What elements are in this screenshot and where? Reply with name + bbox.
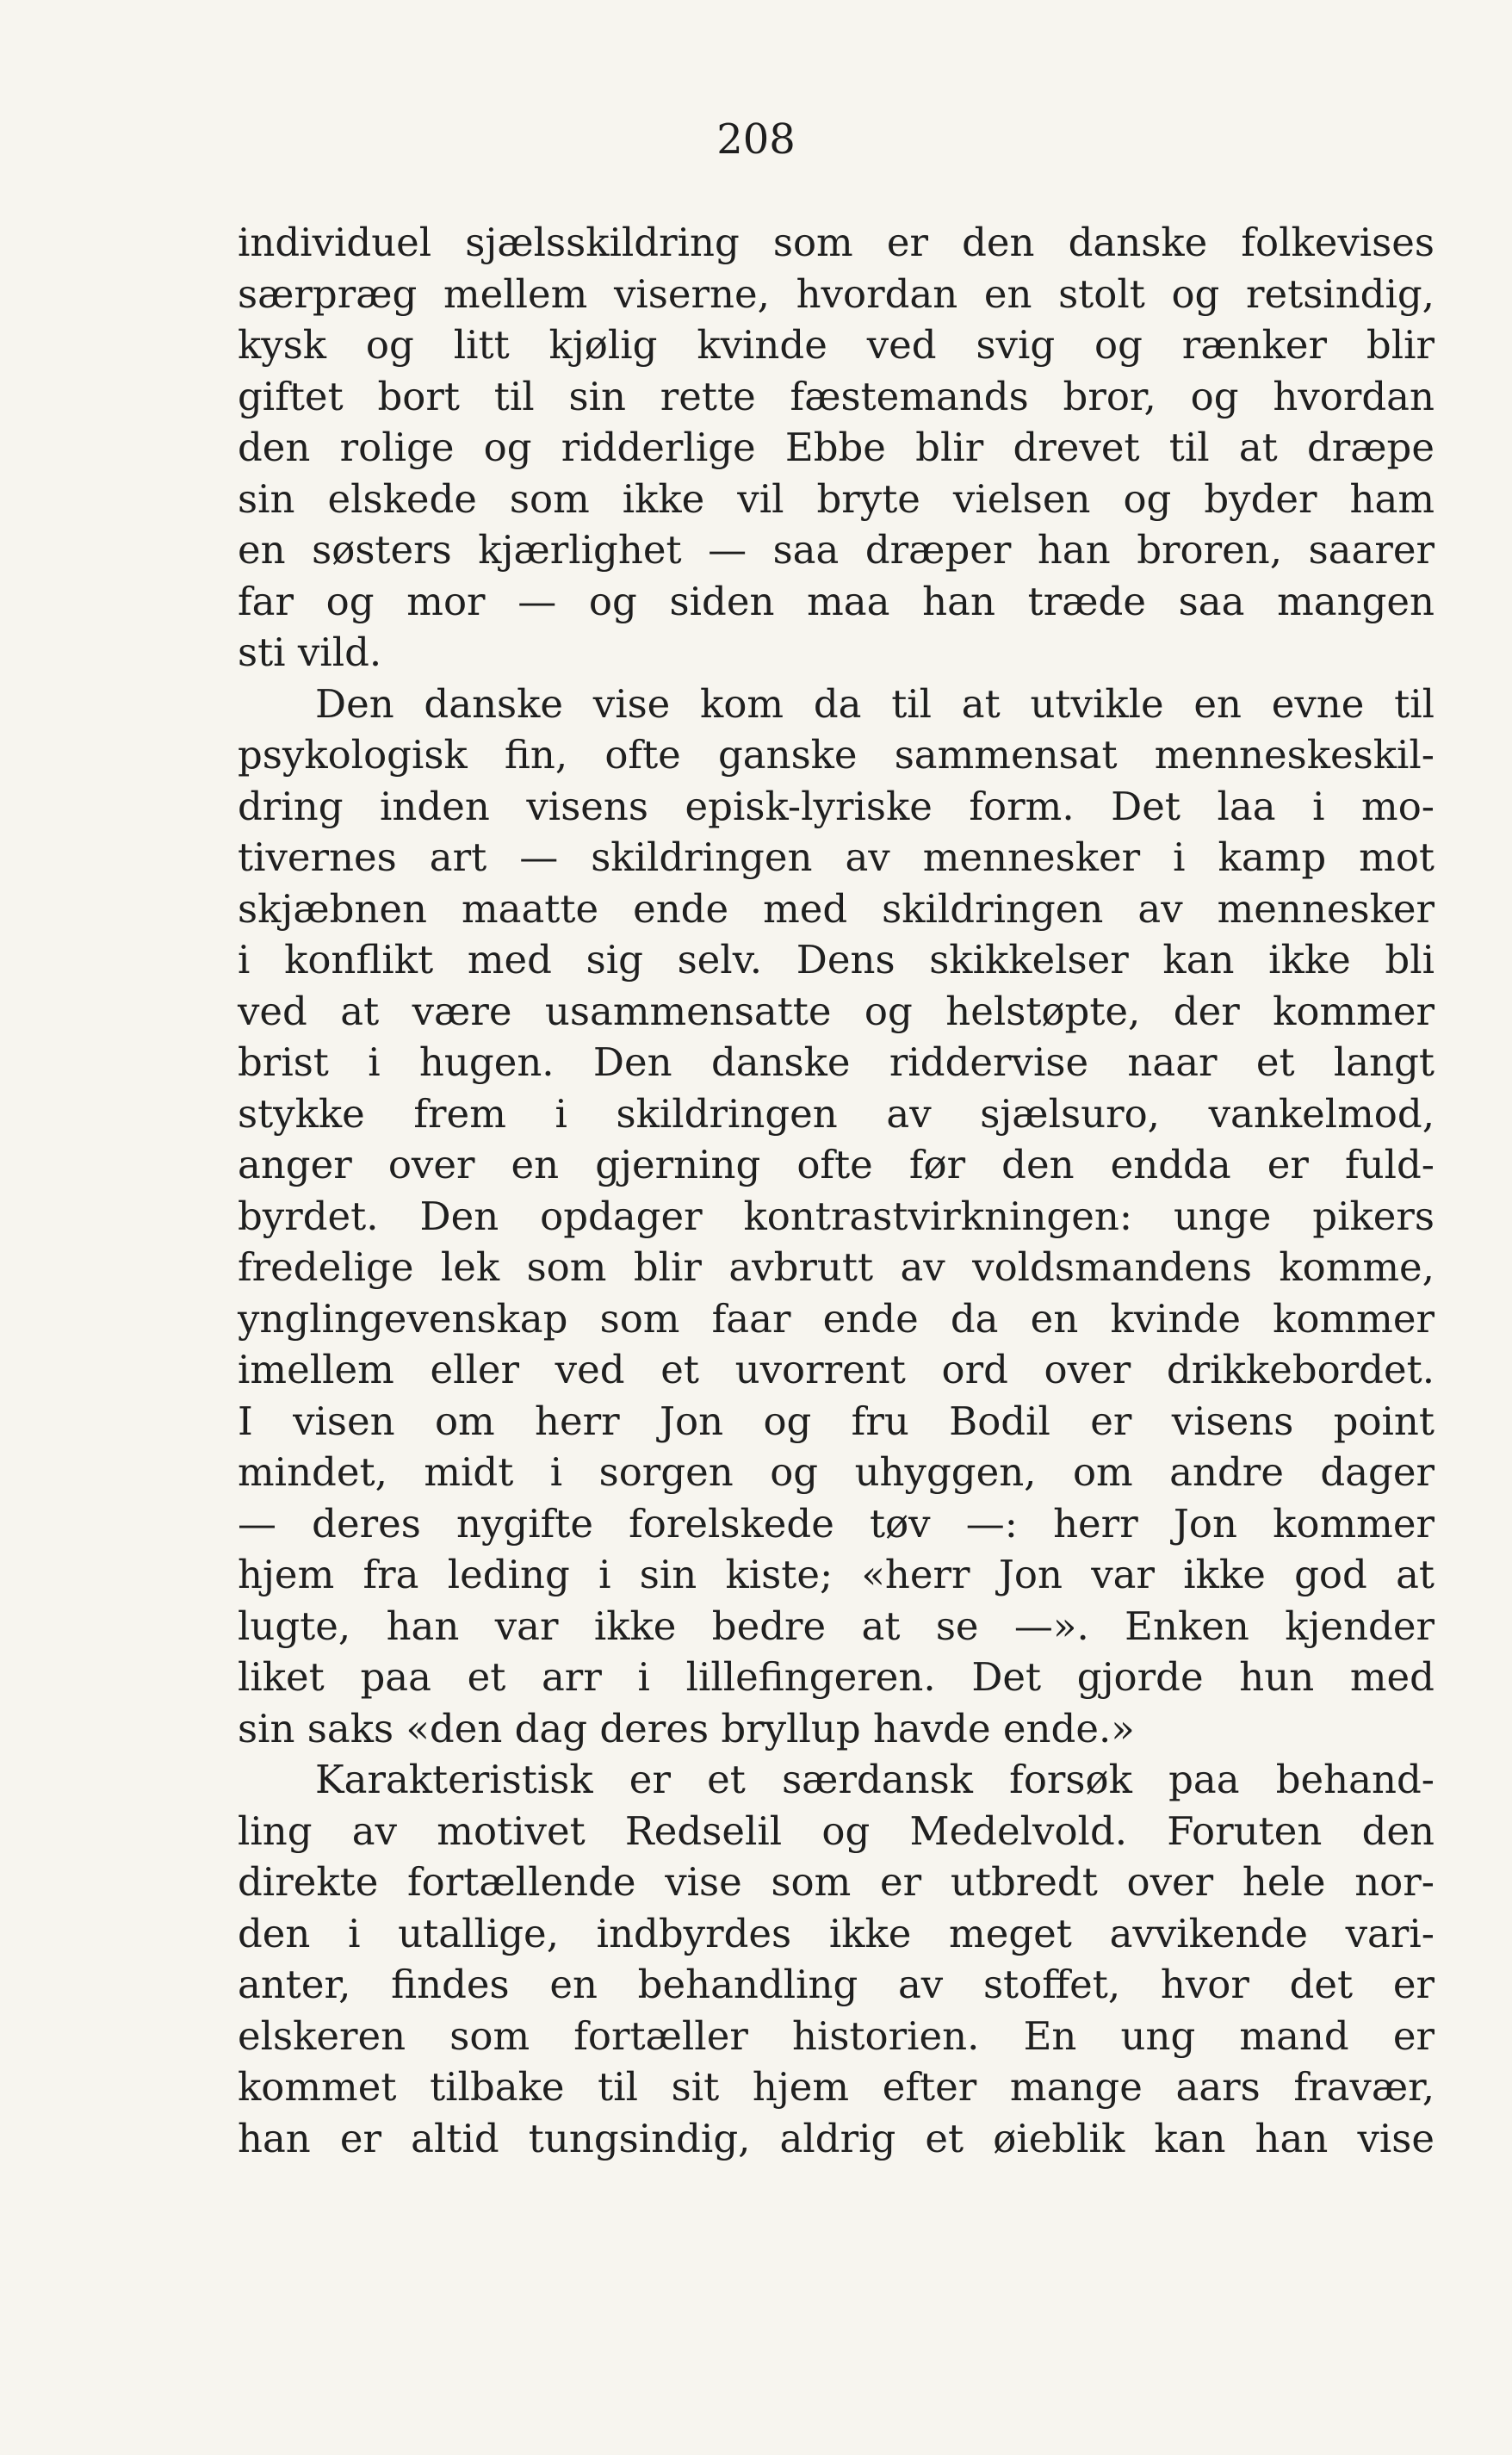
text-line: I visen om herr Jon og fru Bodil er visens point <box>238 1398 1435 1444</box>
text-line: imellem eller ved et uvorrent ord over drikkebordet. <box>238 1347 1435 1392</box>
text-line: særpræg mellem viserne, hvordan en stolt og retsindig, <box>238 270 1435 317</box>
text-line: stykke frem i skildringen av sjælsuro, vankelmod, <box>238 1090 1435 1137</box>
text-line: dring inden visens episk-lyriske form. Det laa i mo- <box>238 783 1435 829</box>
text-line: byrdet. Den opdager kontrastvirkningen: unge pikers <box>238 1193 1435 1239</box>
text-line: kommet tilbake til sit hjem efter mange aars fravær, <box>238 2064 1435 2110</box>
paragraph-start-line: Den danske vise kom da til at utvikle en evne til <box>315 680 1435 727</box>
page-number: 208 <box>716 115 796 164</box>
text-line: den rolige og ridderlige Ebbe blir drevet til at dræpe <box>238 425 1435 470</box>
text-line: direkte fortællende vise som er utbredt over hele nor- <box>238 1859 1435 1905</box>
body-text <box>238 217 1435 2164</box>
text-line: lugte, han var ikke bedre at se —». Enken kjender <box>238 1603 1435 1649</box>
text-line: hjem fra leding i sin kiste; «herr Jon var ikke god at <box>238 1552 1435 1597</box>
text-line: sin elskede som ikke vil bryte vielsen og byder ham <box>238 475 1435 522</box>
text-line: kysk og litt kjølig kvinde ved svig og rænker blir <box>238 322 1435 368</box>
text-line: en søsters kjærlighet — saa dræper han broren, saarer <box>238 527 1435 573</box>
text-line: tivernes art — skildringen av mennesker i kamp mot <box>238 834 1435 880</box>
text-line: mindet, midt i sorgen og uhyggen, om andre dager <box>238 1449 1435 1495</box>
text-line: i konflikt med sig selv. Dens skikkelser kan ikke bli <box>238 937 1435 983</box>
text-line: ling av motivet Redselil og Medelvold. Foruten den <box>238 1807 1435 1854</box>
text-line: psykologisk fin, ofte ganske sammensat menneskeskil- <box>238 732 1435 778</box>
text-line: elskeren som fortæller historien. En ung mand er <box>238 2012 1435 2059</box>
text-line: den i utallige, indbyrdes ikke meget avvikende vari- <box>238 1910 1435 1956</box>
paragraph-start-line: Karakteristisk er et særdansk forsøk paa behand- <box>315 1757 1435 1802</box>
text-line: han er altid tungsindig, aldrig et øieblik kan han vise <box>238 2115 1435 2161</box>
text-line: — deres nygifte forelskede tøv —: herr Jon kommer <box>238 1500 1435 1547</box>
text-line: individuel sjælsskildring som er den danske folkevises <box>238 220 1435 265</box>
text-line: far og mor — og siden maa han træde saa mangen <box>238 578 1435 624</box>
text-line: anger over en gjerning ofte før den endda er fuld- <box>238 1142 1435 1187</box>
text-line: sti vild. <box>238 629 382 675</box>
text-line: ved at være usammensatte og helstøpte, der kommer <box>238 988 1435 1034</box>
text-line: ynglingevenskap som faar ende da en kvinde kommer <box>238 1295 1435 1342</box>
text-line: brist i hugen. Den danske riddervise naar et langt <box>238 1039 1435 1085</box>
text-line: giftet bort til sin rette fæstemands bror, og hvordan <box>238 373 1435 419</box>
text-line: fredelige lek som blir avbrutt av voldsmandens komme, <box>238 1244 1435 1290</box>
text-line: sin saks «den dag deres bryllup havde ende.» <box>238 1705 1135 1751</box>
text-line: anter, findes en behandling av stoffet, hvor det er <box>238 1962 1435 2007</box>
text-line: skjæbnen maatte ende med skildringen av mennesker <box>238 885 1435 932</box>
text-line: liket paa et arr i lillefingeren. Det gjorde hun med <box>238 1654 1435 1700</box>
